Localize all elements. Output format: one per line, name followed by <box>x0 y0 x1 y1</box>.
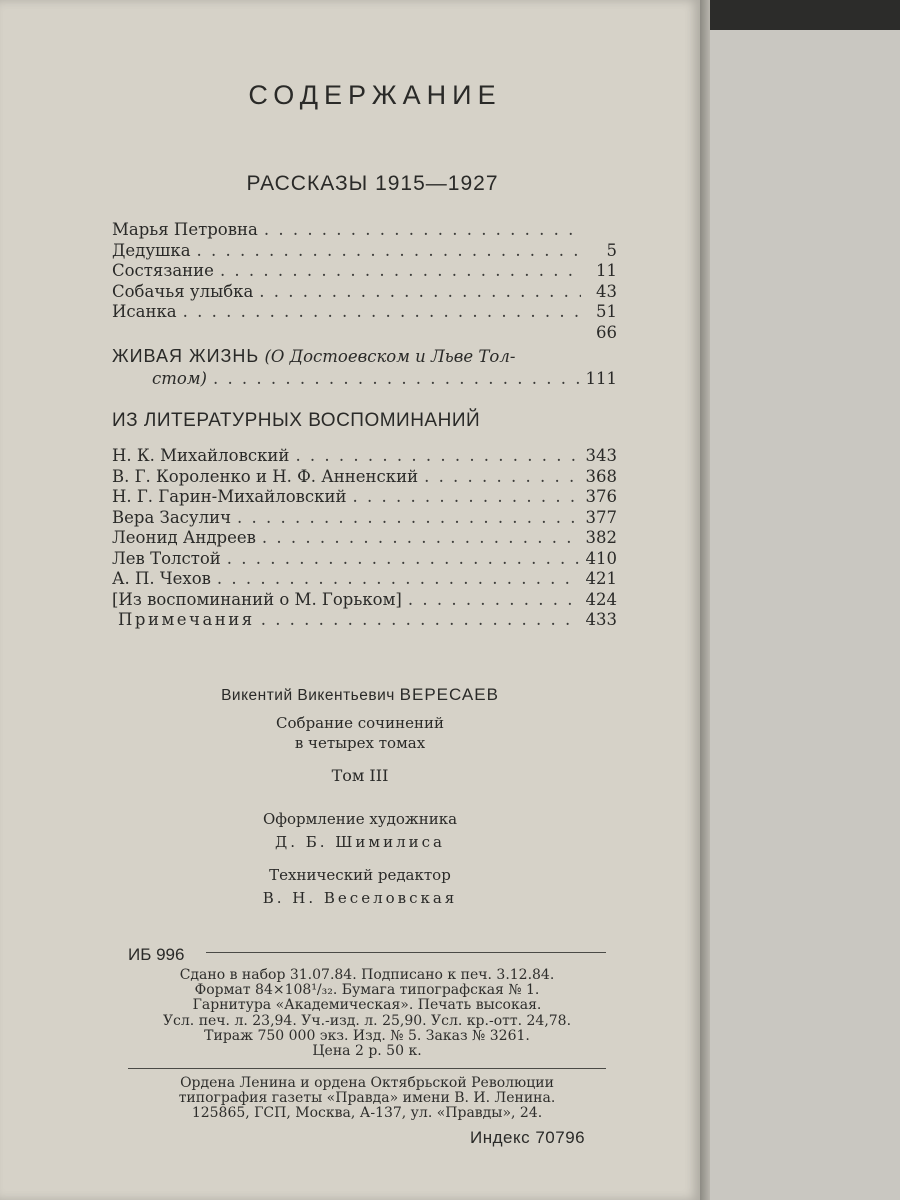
toc-entry: Лев Толстой . . . 410 <box>112 549 617 570</box>
toc-entry: Исанка . . . 51 <box>112 302 617 323</box>
toc-entry: В. Г. Короленко и Н. Ф. Анненский . . . 368 <box>112 467 617 488</box>
section-heading-memoirs: ИЗ ЛИТЕРАТУРНЫХ ВОСПОМИНАНИЙ <box>112 410 481 431</box>
ib-number: ИБ 996 <box>128 945 185 964</box>
editor-label: Технический редактор <box>269 866 451 884</box>
toc-entry: Леонид Андреев . . . 382 <box>112 528 617 549</box>
toc-entry: стом) . . . 111 <box>112 368 617 390</box>
toc-entry: Марья Петровна . . . <box>112 220 617 241</box>
toc-entry: Н. К. Михайловский . . . 343 <box>112 446 617 467</box>
book-gutter <box>700 0 710 1200</box>
section-heading-stories: РАССКАЗЫ 1915—1927 <box>246 172 499 195</box>
work-subtitle: в четырех томах <box>294 734 426 752</box>
divider <box>128 1068 606 1069</box>
toc-entry: Н. Г. Гарин-Михайловский . . . 376 <box>112 487 617 508</box>
publication-details: Сдано в набор 31.07.84. Подписано к печ. 3.12.84. Формат 84×108¹/₃₂. Бумага типографская № 1. Гарнитура «Академическая». Печать высокая. Усл. печ. л. 23,94. Уч.-изд. л. 25,90. Усл. кр.-отт. 24,78. Тираж 750 000 экз. Изд. № 5. Заказ № 3261. Цена 2 р. 50 к. <box>162 967 572 1060</box>
author-surname: ВЕРЕСАЕВ <box>399 685 499 704</box>
section-heading-living-life: ЖИВАЯ ЖИЗНЬ <box>112 346 260 366</box>
facing-page <box>710 0 900 1200</box>
catalog-index: Индекс 70796 <box>470 1128 586 1147</box>
toc-entry: Состязание . . . 11 <box>112 261 617 282</box>
toc-entry: Дедушка . . . 5 <box>112 241 617 262</box>
toc-living-life <box>112 345 617 390</box>
toc-entry: Собачья улыбка . . . 43 <box>112 282 617 303</box>
divider <box>206 952 606 953</box>
section-subtitle: (О Достоевском и Льве Тол- <box>264 347 516 366</box>
author-first-names: Викентий Викентьевич <box>221 687 395 704</box>
toc-entry: [Из воспоминаний о М. Горьком] . . . 424 <box>112 590 617 611</box>
toc-memoirs <box>112 446 617 610</box>
toc-entry: А. П. Чехов . . . 421 <box>112 569 617 590</box>
volume-label: Том III <box>331 766 389 785</box>
background-edge <box>710 0 900 30</box>
toc-notes <box>118 610 617 629</box>
author-line <box>0 685 720 705</box>
designer-name: Д. Б. Шимилиса <box>275 833 445 851</box>
page-title: СОДЕРЖАНИЕ <box>248 80 502 110</box>
toc-entry: 66 <box>596 322 617 342</box>
editor-name: В. Н. Веселовская <box>262 889 458 907</box>
design-label: Оформление художника <box>262 810 458 828</box>
toc-entry: Примечания . . . 433 <box>118 610 617 629</box>
printer-details: Ордена Ленина и ордена Октябрьской Революции типография газеты «Правда» имени В. И. Ленина. 125865, ГСП, Москва, А-137, ул. «Правды», 24. <box>178 1075 556 1122</box>
work-title: Собрание сочинений <box>276 714 444 732</box>
toc-stories <box>112 220 617 343</box>
toc-entry: Вера Засулич . . . 377 <box>112 508 617 529</box>
